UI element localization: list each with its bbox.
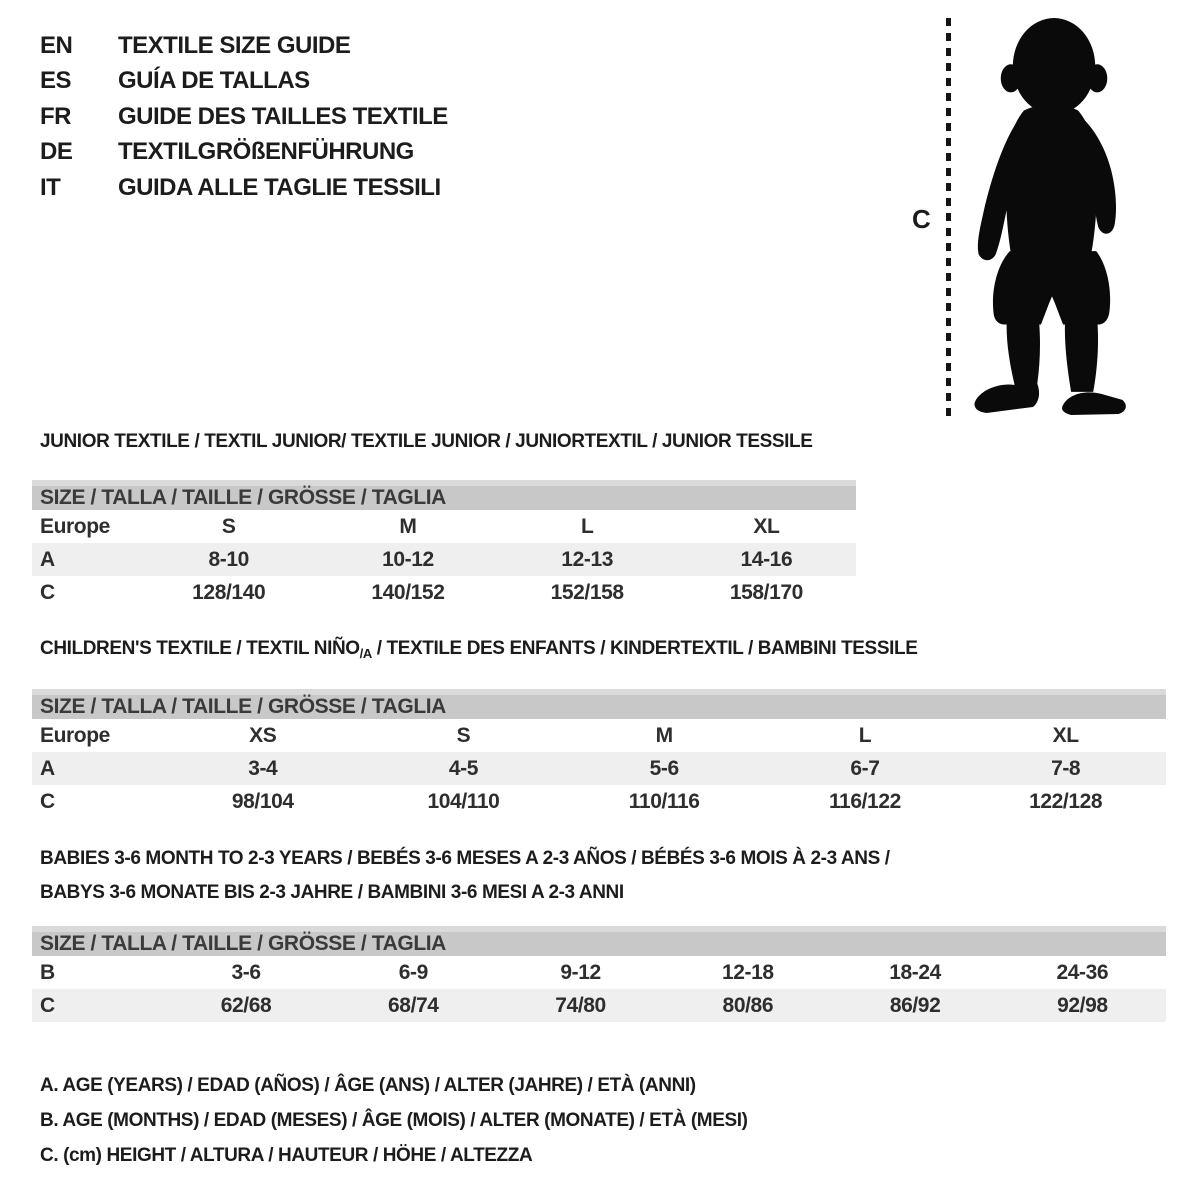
size-value: 98/104 <box>231 789 294 813</box>
row-label: C <box>40 789 55 813</box>
legend-line-a: A. AGE (YEARS) / EDAD (AÑOS) / ÂGE (ANS) / ALTER (JAHRE) / ETÀ (ANNI) <box>40 1075 696 1096</box>
size-value: 9-12 <box>560 960 601 984</box>
table-row <box>32 719 1166 752</box>
size-value: 62/68 <box>220 993 272 1017</box>
guide-title: TEXTILE SIZE GUIDE <box>118 31 351 59</box>
guide-title: GUIDA ALLE TAGLIE TESSILI <box>118 173 441 201</box>
height-measure-dashed-line <box>946 18 951 416</box>
row-label: Europe <box>40 723 110 747</box>
language-code: EN <box>40 31 73 59</box>
section-heading: JUNIOR TEXTILE / TEXTIL JUNIOR/ TEXTILE JUNIOR / JUNIORTEXTIL / JUNIOR TESSILE <box>40 431 813 452</box>
table-row <box>32 576 856 609</box>
section-heading <box>40 637 1174 666</box>
size-value: 14-16 <box>740 547 793 571</box>
size-value: 140/152 <box>371 580 445 604</box>
size-table-header: SIZE / TALLA / TAILLE / GRÖSSE / TAGLIA <box>32 926 1166 956</box>
row-label: A <box>40 756 55 780</box>
legend-line-b: B. AGE (MONTHS) / EDAD (MESES) / ÂGE (MOIS) / ALTER (MONATE) / ETÀ (MESI) <box>40 1110 748 1131</box>
language-title-block <box>40 28 448 206</box>
size-value: 10-12 <box>382 547 434 571</box>
language-code: DE <box>40 138 73 166</box>
size-value: 12-13 <box>561 547 614 571</box>
size-value: XL <box>753 514 780 538</box>
junior-size-table <box>32 480 856 609</box>
table-row <box>32 543 856 576</box>
size-value: 3-6 <box>231 960 261 984</box>
heading-line: BABYS 3-6 MONATE BIS 2-3 JAHRE / BAMBINI 3-6 MESI A 2-3 ANNI <box>40 882 624 903</box>
toddler-silhouette-icon <box>962 12 1138 416</box>
guide-title: TEXTILGRÖßENFÜHRUNG <box>118 138 414 166</box>
size-value: 6-7 <box>850 756 880 780</box>
language-code: IT <box>40 173 61 201</box>
heading-part: / TEXTILE DES ENFANTS / KINDERTEXTIL / BAMBINI TESSILE <box>371 638 918 659</box>
language-row-it <box>40 170 448 206</box>
size-value: S <box>456 723 471 747</box>
size-value: 128/140 <box>192 580 266 604</box>
size-value: 122/128 <box>1029 789 1103 813</box>
size-value: M <box>399 514 417 538</box>
language-row-es <box>40 64 448 100</box>
language-row-de <box>40 135 448 171</box>
language-code: FR <box>40 102 71 130</box>
size-table-header: SIZE / TALLA / TAILLE / GRÖSSE / TAGLIA <box>32 480 856 510</box>
size-value: 74/80 <box>555 993 606 1017</box>
table-row <box>32 510 856 543</box>
row-label: A <box>40 547 55 571</box>
row-label: C <box>40 580 55 604</box>
size-value: 158/170 <box>729 580 803 604</box>
babies-textile-section <box>40 842 1174 1022</box>
size-value: 24-36 <box>1056 960 1109 984</box>
size-value: 104/110 <box>427 789 500 813</box>
size-value: 8-10 <box>208 547 249 571</box>
table-row <box>32 956 1166 989</box>
size-value: 110/116 <box>628 789 700 813</box>
language-code: ES <box>40 67 72 95</box>
size-value: 5-6 <box>649 756 679 780</box>
size-value: 80/86 <box>722 993 774 1017</box>
guide-title: GUÍA DE TALLAS <box>118 67 310 95</box>
language-row-en <box>40 28 448 64</box>
table-row <box>32 785 1166 818</box>
language-row-fr <box>40 99 448 135</box>
size-value: L <box>580 514 594 538</box>
height-measure-label: C <box>912 204 931 234</box>
heading-part: /A <box>359 646 372 661</box>
size-value: XL <box>1052 723 1079 747</box>
size-value: 4-5 <box>448 756 479 780</box>
row-label: Europe <box>40 514 110 538</box>
guide-title: GUIDE DES TAILLES TEXTILE <box>118 102 448 130</box>
size-value: 152/158 <box>550 580 624 604</box>
size-value: M <box>655 723 673 747</box>
children-textile-section <box>40 637 1174 818</box>
size-value: XS <box>249 723 277 747</box>
size-value: L <box>858 723 872 747</box>
heading-part: CHILDREN'S TEXTILE / TEXTIL NIÑO <box>40 638 360 659</box>
size-value: 92/98 <box>1057 993 1108 1017</box>
section-heading <box>40 842 1174 910</box>
size-value: 3-4 <box>248 756 278 780</box>
size-value: 7-8 <box>1051 756 1081 780</box>
heading-line: BABIES 3-6 MONTH TO 2-3 YEARS / BEBÉS 3-6 MESES A 2-3 AÑOS / BÉBÉS 3-6 MOIS À 2-3 ANS / <box>40 848 890 869</box>
table-row <box>32 989 1166 1022</box>
legend-line-c: C. (cm) HEIGHT / ALTURA / HAUTEUR / HÖHE / ALTEZZA <box>40 1145 533 1166</box>
junior-textile-section <box>40 430 864 609</box>
row-label: C <box>40 993 55 1017</box>
size-value: 12-18 <box>721 960 774 984</box>
size-value: S <box>221 514 236 538</box>
size-value: 116/122 <box>828 789 901 813</box>
row-label: B <box>40 960 55 984</box>
children-size-table <box>32 689 1166 818</box>
size-value: 6-9 <box>398 960 428 984</box>
babies-size-table <box>32 926 1166 1022</box>
size-table-header: SIZE / TALLA / TAILLE / GRÖSSE / TAGLIA <box>32 689 1166 719</box>
size-value: 86/92 <box>889 993 941 1017</box>
measurement-legend <box>40 1068 748 1173</box>
size-value: 68/74 <box>388 993 439 1017</box>
table-row <box>32 752 1166 785</box>
size-value: 18-24 <box>889 960 941 984</box>
